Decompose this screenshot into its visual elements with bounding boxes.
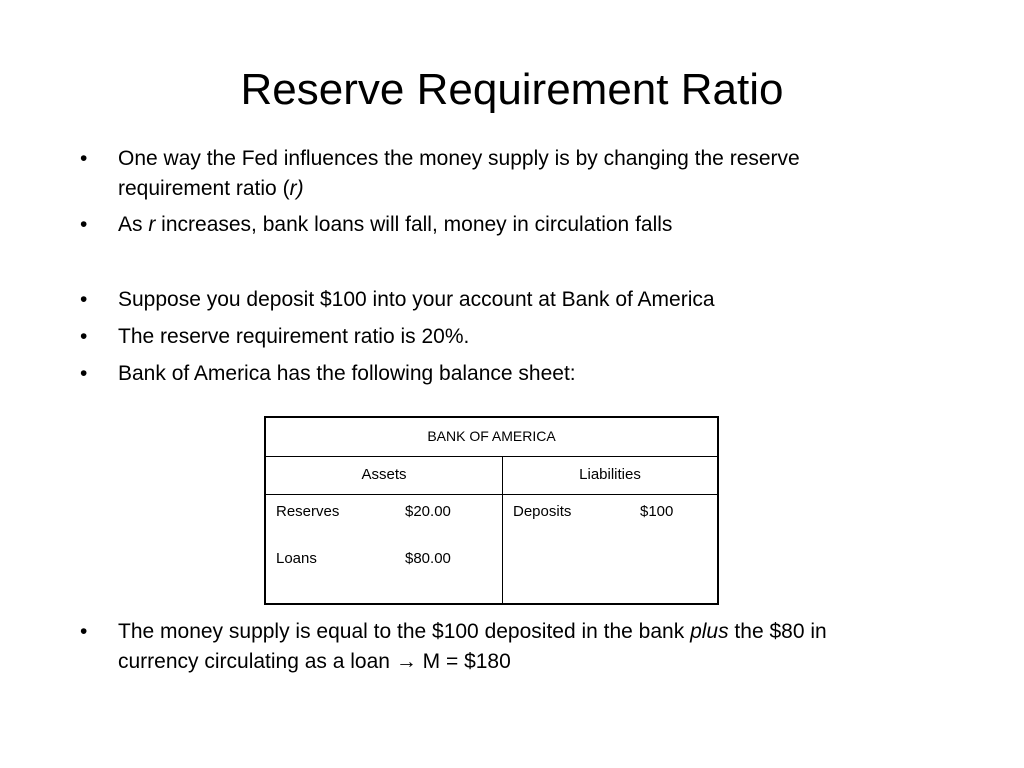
bullet-text: Bank of America has the following balance sheet: — [118, 362, 576, 385]
asset-value: $20.00 — [405, 503, 451, 520]
bullet-deposit — [80, 285, 880, 315]
bullet-text-italic: plus — [690, 620, 729, 643]
bullet-marker: • — [80, 362, 88, 385]
bullet-text: The reserve requirement ratio is 20%. — [118, 325, 470, 348]
liability-value: $100 — [640, 503, 674, 520]
arrow-right-icon: → — [395, 650, 417, 673]
bullet-marker: • — [80, 325, 88, 348]
liabilities-column — [503, 495, 717, 605]
asset-label: Loans — [276, 550, 317, 567]
bullet-marker: • — [80, 147, 88, 170]
balance-sheet-header-row — [266, 457, 717, 495]
bullet-r-increases — [80, 210, 880, 240]
liability-label: Deposits — [513, 503, 572, 520]
bullet-text-italic: r) — [289, 177, 304, 200]
bullet-text-main: One way the Fed influences the money supply is by changing the reserve requirement ratio ( — [118, 147, 800, 200]
bullet-text-start: The money supply is equal to the $100 deposited in the bank — [118, 620, 691, 643]
bullet-text — [118, 144, 880, 204]
bullet-text — [118, 617, 880, 677]
bullet-text-start: As — [118, 213, 149, 236]
bullet-text: Suppose you deposit $100 into your account at Bank of America — [118, 288, 715, 311]
bullet-text-end: M = $180 — [416, 650, 511, 673]
asset-value: $80.00 — [405, 550, 451, 567]
assets-header: Assets — [266, 457, 503, 494]
bullet-ratio — [80, 322, 880, 352]
bullet-marker: • — [80, 213, 88, 236]
slide-title: Reserve Requirement Ratio — [240, 65, 784, 114]
bullet-fed-influence — [80, 144, 880, 204]
assets-column — [266, 495, 503, 605]
balance-sheet-table — [264, 416, 719, 605]
liabilities-header: Liabilities — [579, 466, 641, 483]
bullet-text — [118, 210, 880, 240]
bullet-balance-sheet — [80, 359, 880, 389]
bullet-text-end: increases, bank loans will fall, money in circulation falls — [155, 213, 673, 236]
bullet-text-italic: r — [148, 213, 156, 236]
bullet-money-supply — [80, 617, 880, 677]
bullet-marker: • — [80, 620, 88, 643]
asset-label: Reserves — [276, 503, 340, 520]
bullet-marker: • — [80, 288, 88, 311]
bullet-text-mid: the $80 in currency circulating as a loan — [118, 620, 827, 673]
balance-sheet-body — [266, 495, 717, 605]
balance-sheet-title: BANK OF AMERICA — [266, 418, 717, 457]
